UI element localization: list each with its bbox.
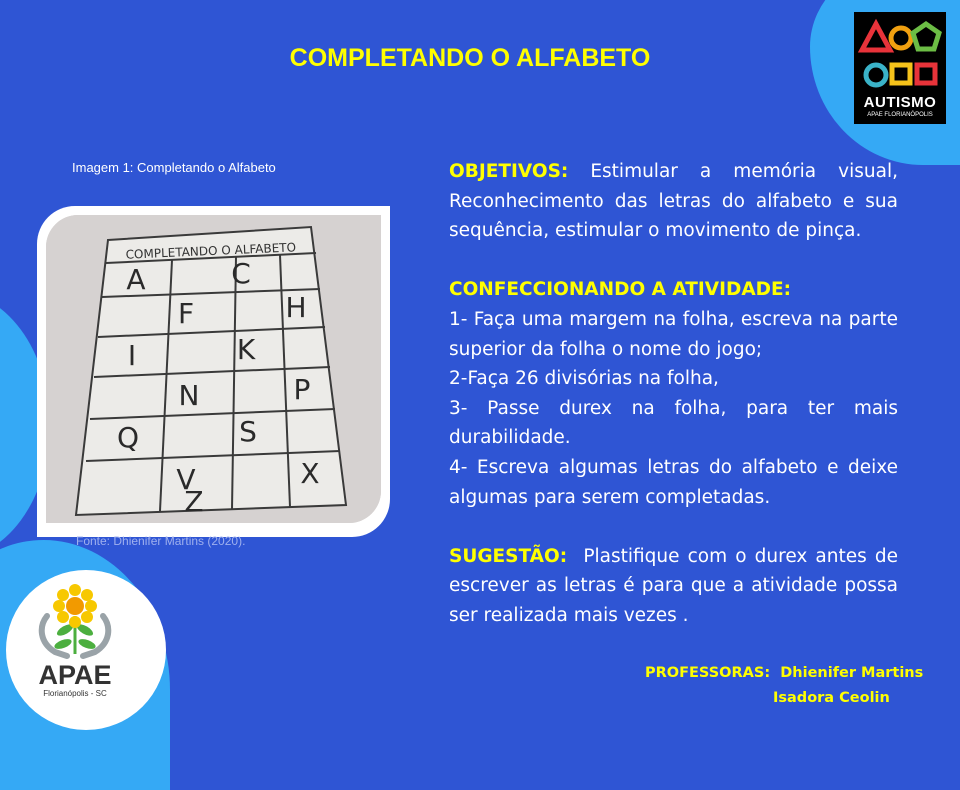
image-source: Fonte: Dhienifer Martins (2020). (76, 534, 246, 548)
sheet-title: COMPLETANDO O ALFABETO (125, 240, 297, 262)
suggestion-text: Plastifique com o durex antes de escrever as letras é para que a atividade possa ser realizada mais vezes . (449, 545, 898, 626)
sheet-letter: N (178, 379, 200, 412)
objectives-label: OBJETIVOS: (449, 161, 569, 182)
autism-logo-word: AUTISMO (863, 94, 937, 111)
apae-logo (25, 582, 145, 717)
making-step: 2-Faça 26 divisórias na folha, (449, 368, 719, 390)
making-step: 4- Escreva algumas letras do alfabeto e deixe algumas para serem completadas. (449, 456, 898, 508)
teacher-name: Dhienifer Martins (780, 665, 924, 681)
objectives-paragraph (449, 157, 898, 246)
sheet-letter: P (293, 373, 311, 406)
autism-shapes-icon (854, 12, 946, 94)
sheet-letter: C (231, 257, 251, 290)
sheet-letter: H (285, 291, 307, 324)
sheet-letter: K (236, 333, 256, 366)
sheet-letter: X (300, 457, 320, 490)
teachers-label: PROFESSORAS: (645, 665, 771, 681)
making-step: 3- Passe durex na folha, para ter mais durabilidade. (449, 397, 898, 449)
activity-photo (46, 215, 381, 523)
apae-logo-name: APAE (38, 660, 112, 690)
apae-logo-city: Florianópolis - SC (43, 689, 107, 698)
autism-logo (854, 12, 946, 124)
teacher-name: Isadora Ceolin (773, 690, 890, 706)
suggestion-paragraph (449, 542, 898, 631)
slide-title: COMPLETANDO O ALFABETO (289, 44, 651, 72)
photo-frame (37, 206, 390, 537)
activity-description (449, 157, 898, 631)
teachers-credit (645, 661, 923, 711)
making-step: 1- Faça uma margem na folha, escreva na parte superior da folha o nome do jogo; (449, 308, 898, 360)
autism-logo-subtitle: APAE FLORIANÓPOLIS (867, 112, 933, 118)
sheet-letter: Q (116, 421, 140, 454)
sheet-letter: I (127, 339, 137, 372)
sheet-letter: V (176, 463, 196, 496)
image-caption: Imagem 1: Completando o Alfabeto (72, 160, 276, 175)
sheet-letter: F (177, 297, 195, 330)
sheet-letter: S (239, 415, 257, 448)
objectives-text: Estimular a memória visual, Reconhecimento das letras do alfabeto e sua sequência, estimular o movimento de pinça. (449, 161, 898, 242)
sheet-letter: A (126, 263, 146, 296)
making-label: CONFECCIONANDO A ATIVIDADE: (449, 279, 792, 301)
suggestion-label: SUGESTÃO: (449, 545, 568, 567)
sheet-letter: Z (184, 485, 204, 518)
apae-flower-hands-icon (25, 582, 125, 662)
